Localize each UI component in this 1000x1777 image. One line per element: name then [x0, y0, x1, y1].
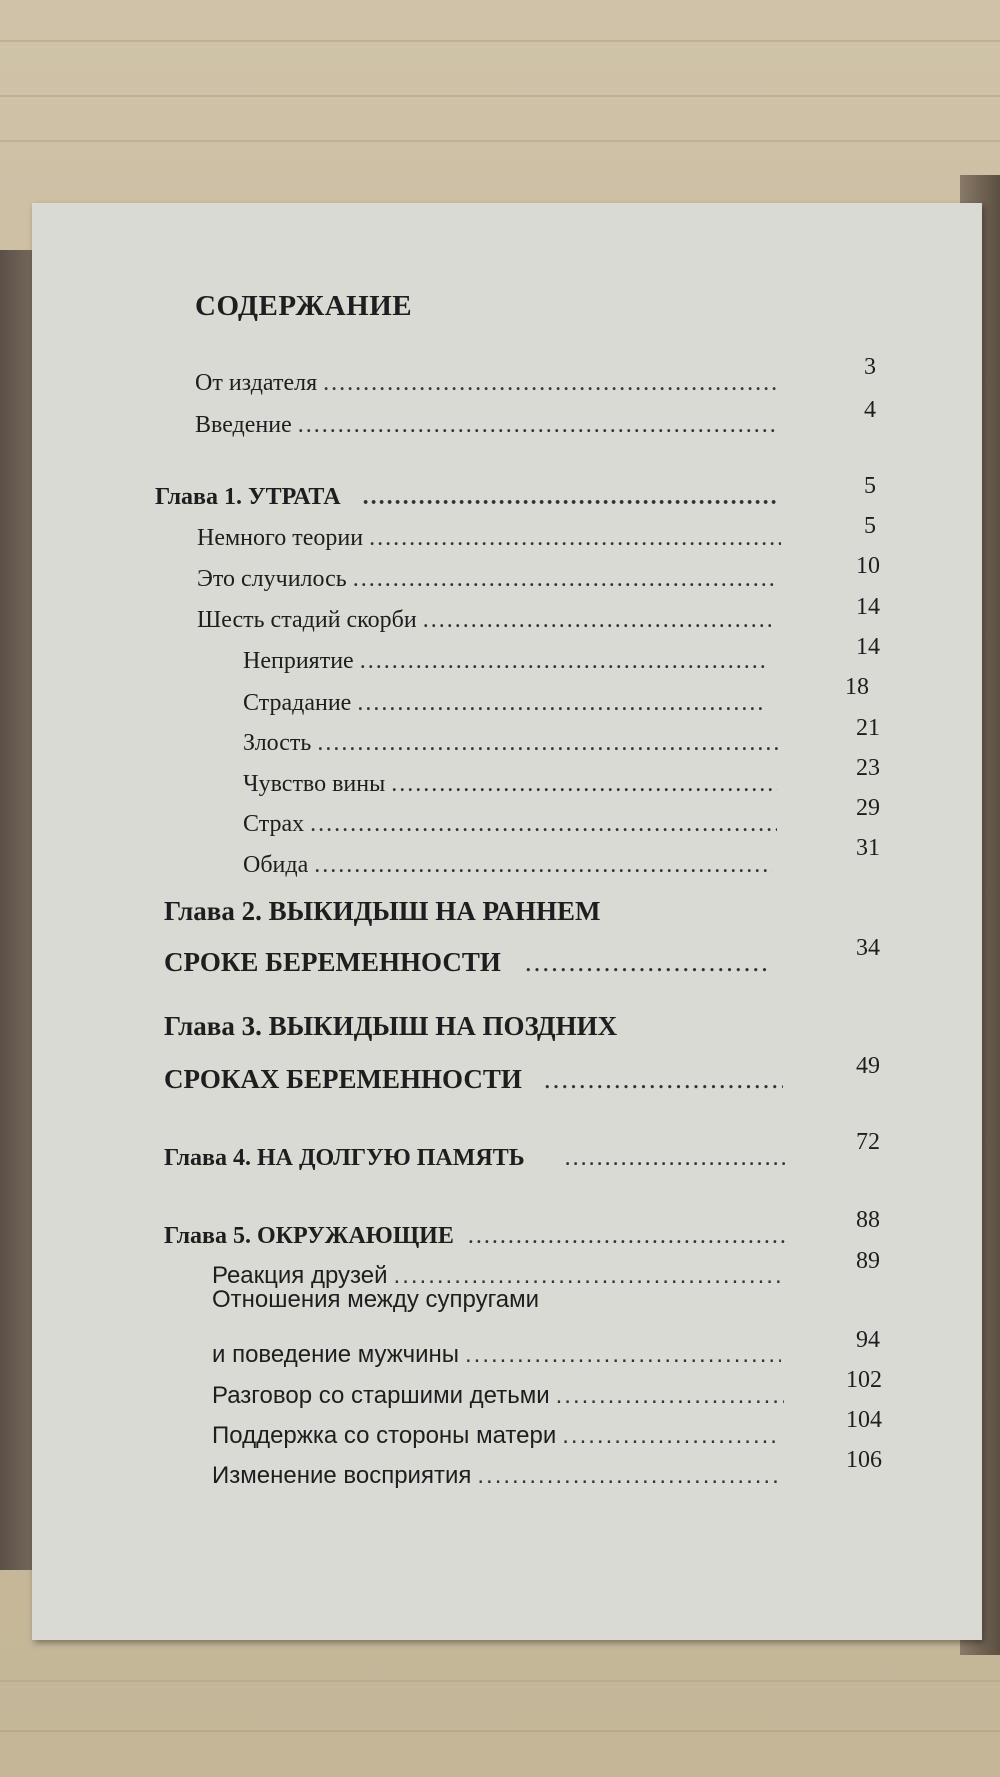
page-number: 4 — [864, 397, 876, 423]
page-number: 88 — [856, 1207, 880, 1233]
page-number: 34 — [856, 935, 880, 961]
page-number: 49 — [856, 1053, 880, 1079]
dot-leader — [423, 607, 771, 634]
entry-label: Немного теории — [197, 525, 364, 551]
dot-leader — [360, 648, 767, 675]
page-number: 23 — [856, 755, 880, 781]
page-number: 89 — [856, 1248, 880, 1274]
page-number: 14 — [856, 634, 880, 660]
entry-label: Шесть стадий скорби — [197, 607, 417, 633]
page-number: 94 — [856, 1327, 880, 1353]
dot-leader — [310, 811, 777, 838]
toc-chapter-2[interactable] — [164, 947, 774, 978]
page-number: 3 — [864, 354, 876, 380]
dot-leader — [562, 1422, 781, 1450]
dot-leader — [314, 852, 772, 879]
dot-leader — [353, 566, 776, 593]
page-number: 29 — [856, 795, 880, 821]
toc-title: СОДЕРЖАНИЕ — [195, 290, 413, 322]
dot-leader — [556, 1382, 784, 1410]
page-number: 21 — [856, 715, 880, 741]
entry-label: Это случилось — [197, 566, 347, 592]
dot-leader — [391, 771, 777, 798]
dot-leader — [477, 1462, 781, 1490]
entry-label: Глава 5. ОКРУЖАЮЩИЕ — [164, 1223, 454, 1249]
entry-label: СРОКЕ БЕРЕМЕННОСТИ — [164, 947, 501, 977]
page-number: 5 — [864, 473, 876, 499]
page-number: 5 — [864, 513, 876, 539]
toc-entry-mother-support[interactable] — [212, 1422, 787, 1450]
entry-label: Разговор со старшими детьми — [212, 1382, 550, 1409]
page-number: 104 — [846, 1407, 882, 1433]
toc-sub-guilt[interactable] — [243, 771, 783, 798]
page-number: 18 — [845, 674, 869, 700]
entry-label: Введение — [195, 412, 292, 438]
toc-entry-spouses[interactable] — [212, 1341, 787, 1369]
toc-sub-resentment[interactable] — [243, 852, 778, 879]
dot-leader — [363, 484, 779, 511]
toc-sub-suffering[interactable] — [243, 690, 773, 717]
page-number: 72 — [856, 1129, 880, 1155]
entry-label: Злость — [243, 730, 312, 756]
dot-leader — [317, 730, 782, 757]
page-number: 31 — [856, 835, 880, 861]
toc-chapter-3[interactable] — [164, 1064, 789, 1095]
toc-entry-it-happened[interactable] — [197, 566, 782, 593]
toc-chapter-2-line1[interactable]: Глава 2. ВЫКИДЫШ НА РАННЕМ — [164, 896, 601, 926]
dot-leader — [465, 1341, 781, 1369]
toc-entry-perception-change[interactable] — [212, 1462, 787, 1490]
entry-label: Чувство вины — [243, 771, 386, 797]
page-number: 10 — [856, 553, 880, 579]
toc-chapter-5[interactable] — [164, 1223, 792, 1250]
toc-entry-introduction[interactable] — [195, 412, 785, 439]
dot-leader — [565, 1145, 786, 1172]
dot-leader — [298, 412, 779, 439]
entry-label: Реакция друзей — [212, 1262, 388, 1289]
toc-chapter-3-line1[interactable]: Глава 3. ВЫКИДЫШ НА ПОЗДНИХ — [164, 1011, 618, 1041]
toc-chapter-4[interactable] — [164, 1145, 792, 1172]
dot-leader — [369, 525, 781, 552]
entry-label: Поддержка со стороны матери — [212, 1422, 557, 1449]
toc-chapter-1[interactable] — [155, 484, 785, 511]
toc-entry-six-stages[interactable] — [197, 607, 777, 634]
entry-label: Неприятие — [243, 648, 354, 674]
entry-label: Страдание — [243, 690, 352, 716]
dot-leader — [323, 370, 779, 397]
dot-leader — [544, 1064, 783, 1095]
toc-entry-spouses-line1[interactable]: Отношения между супругами — [212, 1286, 540, 1313]
entry-label: Глава 1. УТРАТА — [155, 484, 341, 510]
toc-sub-denial[interactable] — [243, 648, 773, 675]
page-number: 102 — [846, 1367, 882, 1393]
toc-entry-theory[interactable] — [197, 525, 787, 552]
entry-label: Глава 4. НА ДОЛГУЮ ПАМЯТЬ — [164, 1145, 525, 1171]
toc-entry-older-children[interactable] — [212, 1382, 790, 1410]
entry-label: От издателя — [195, 370, 318, 396]
toc-sub-fear[interactable] — [243, 811, 783, 838]
page-number: 106 — [846, 1447, 882, 1473]
dot-leader — [525, 947, 768, 978]
entry-label: Обида — [243, 852, 309, 878]
entry-label: и поведение мужчины — [212, 1341, 459, 1368]
toc-entry-publisher[interactable] — [195, 370, 785, 397]
entry-label: Страх — [243, 811, 305, 837]
entry-label: Изменение восприятия — [212, 1462, 472, 1489]
toc-sub-anger[interactable] — [243, 730, 788, 757]
page-number: 14 — [856, 594, 880, 620]
dot-leader — [468, 1223, 786, 1250]
entry-label: СРОКАХ БЕРЕМЕННОСТИ — [164, 1064, 522, 1094]
dot-leader — [357, 690, 767, 717]
